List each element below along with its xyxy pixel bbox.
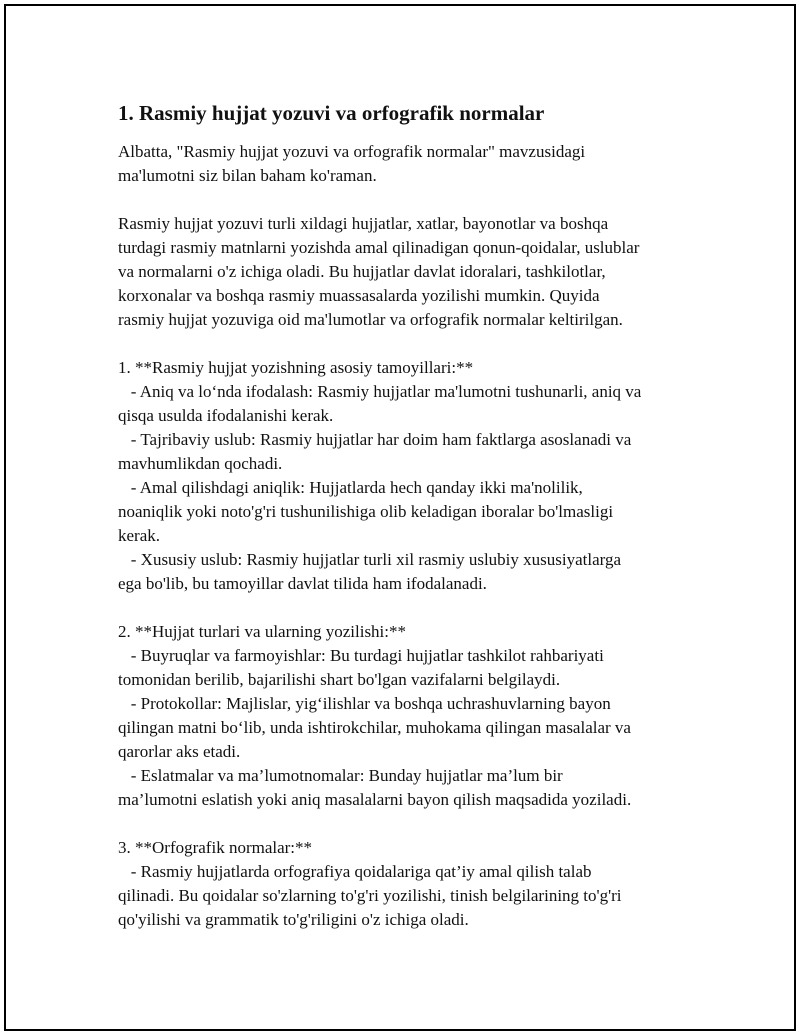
section-principles: 1. **Rasmiy hujjat yozishning asosiy tamoyillari:** - Aniq va lo‘nda ifodalash: Rasmiy hujjatlar ma'lumotni tushunarli, aniq va qisqa usulda ifodalanishi kerak. - Tajribaviy uslub: Rasmiy hujjatlar har doim ham faktlarga asoslanadi va mavhumlikdan qochadi. - Amal qilishdagi aniqlik: Hujjatlarda hech qanday ikki ma'nolilik, noaniqlik yoki noto'g'ri tushunilishiga olib keladigan iboralar bo'lmasligi kerak. - Xususiy uslub: Rasmiy hujjatlar turli xil rasmiy uslubiy xususiyatlarga ega bo'lib, bu tamoyillar davlat tilida ham ifodalanadi. (118, 358, 642, 593)
document-body (118, 98, 698, 956)
intro-paragraph: Albatta, "Rasmiy hujjat yozuvi va orfografik normalar" mavzusidagi ma'lumotni siz bilan baham ko'raman. (118, 142, 586, 185)
section-orthographic-norms: 3. **Orfografik normalar:** - Rasmiy hujjatlarda orfografiya qoidalariga qat’iy amal qilish talab qilinadi. Bu qoidalar so'zlarning to'g'ri yozilishi, tinish belgilarining to'g'ri qo'yilishi va grammatik to'g'riligini o'z ichiga oladi. (118, 838, 622, 929)
document-title: 1. Rasmiy hujjat yozuvi va orfografik normalar (118, 101, 545, 125)
page-frame (4, 4, 796, 1031)
section-document-types: 2. **Hujjat turlari va ularning yozilishi:** - Buyruqlar va farmoyishlar: Bu turdagi hujjatlar tashkilot rahbariyati tomonidan berilib, bajarilishi shart bo'lgan vazifalarni belgilaydi. - Protokollar: Majlislar, yig‘ilishlar va boshqa uchrashuvlarning bayon qilingan matni bo‘lib, unda ishtirokchilar, muhokama qilingan masalalar va qarorlar aks etadi. - Eslatmalar va ma’lumotnomalar: Bunday hujjatlar ma’lum bir ma’lumotni eslatish yoki aniq masalalarni bayon qilish maqsadida yoziladi. (118, 622, 632, 809)
overview-paragraph: Rasmiy hujjat yozuvi turli xildagi hujjatlar, xatlar, bayonotlar va boshqa turdagi rasmiy matnlarni yozishda amal qilinadigan qonun-qoidalar, uslublar va normalarni o'z ichiga oladi. Bu hujjatlar davlat idoralari, tashkilotlar, korxonalar va boshqa rasmiy muassasalarda yozilishi mumkin. Quyida rasmiy hujjat yozuviga oid ma'lumotlar va orfografik normalar keltirilgan. (118, 214, 640, 329)
